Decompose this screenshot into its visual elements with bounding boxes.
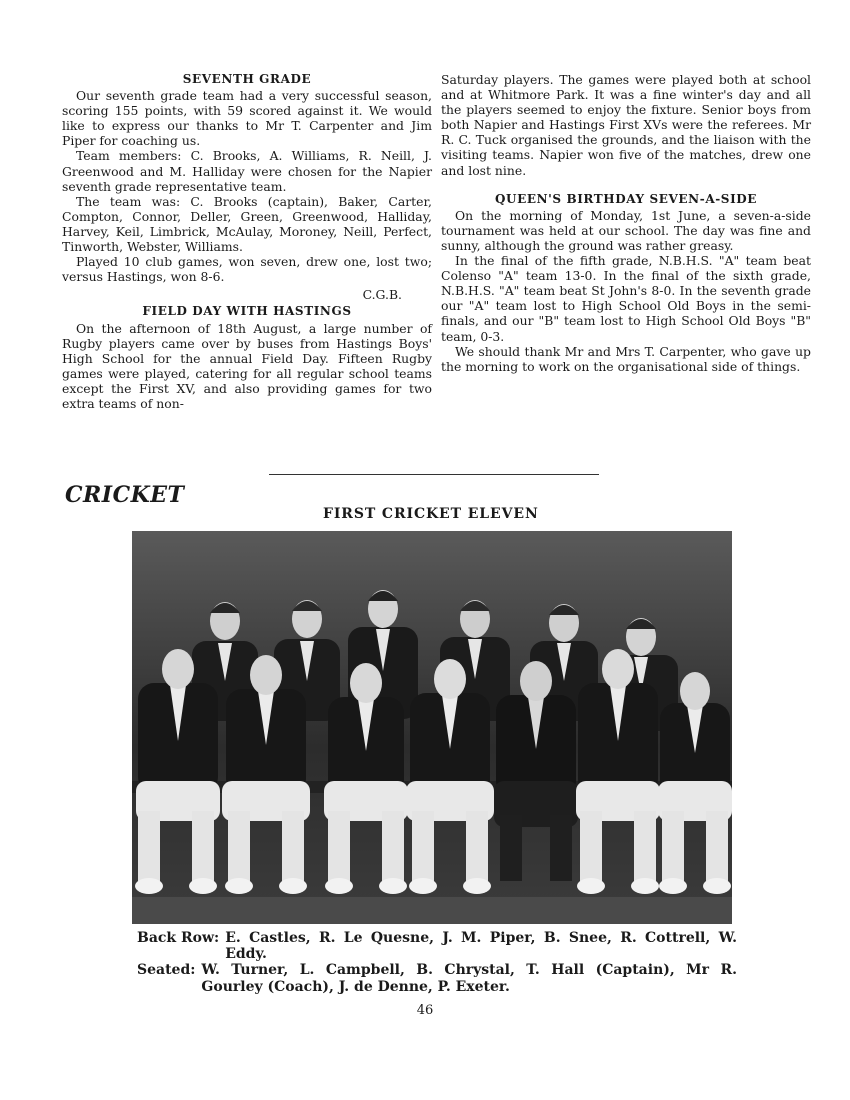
caption-seated-label: Seated:: [137, 962, 196, 979]
photo-caption: [137, 930, 737, 995]
field-day-heading: FIELD DAY WITH HASTINGS: [142, 304, 352, 319]
seventh-grade-paragraph-4: Played 10 club games, won seven, drew one, lost two; versus Hastings, won 8-6.: [62, 254, 432, 285]
caption-seated-row: [137, 962, 737, 994]
seventh-grade-paragraph-3: The team was: C. Brooks (captain), Baker, Carter, Compton, Connor, Deller, Green, Greenwood, Halliday, Harvey, Keil, Limbrick, McAulay, Moroney, Neill, Perfect, Tinworth, Webster, Williams.: [62, 193, 432, 255]
cricket-heading: CRICKET: [65, 482, 185, 508]
team-photo: [132, 531, 732, 924]
right-column: [441, 72, 811, 374]
field-day-paragraph-1: On the afternoon of 18th August, a large number of Rugby players came over by buses from Hastings Boys' High School for the annual Field Day. Fifteen Rugby games were played, catering for all regular school teams except the First XV, and also providing games for two extra teams of non-: [62, 320, 432, 411]
seventh-grade-heading: SEVENTH GRADE: [182, 72, 312, 86]
seventh-grade-signature: C.G.B.: [362, 287, 402, 303]
photo-title: FIRST CRICKET ELEVEN: [323, 506, 539, 522]
field-day-continuation: Saturday players. The games were played both at school and at Whitmore Park. It was a fine winter's day and all the players seemed to enjoy the fixture. Senior boys from both Napier and Hastings First XVs were the referees. Mr R. C. Tuck organised the grounds, and the liaison with the visiting teams. Napier won five of the matches, drew one and lost nine.: [441, 72, 811, 178]
seventh-grade-paragraph-2: Team members: C. Brooks, A. Williams, R. Neill, J. Greenwood and M. Halliday were chosen for the Napier seventh grade representative team.: [62, 148, 432, 194]
caption-back-row-names: E. Castles, R. Le Quesne, J. M. Piper, B. Snee, R. Cottrell, W. Eddy.: [225, 930, 737, 963]
caption-back-row: [137, 930, 737, 962]
caption-back-row-label: Back Row:: [137, 930, 220, 946]
caption-seated-names: W. Turner, L. Campbell, B. Chrystal, T. Hall (Captain), Mr R. Gourley (Coach), J. de Denne, P. Exeter.: [201, 962, 737, 995]
seventh-grade-paragraph-1: Our seventh grade team had a very successful season, scoring 155 points, with 59 scored against it. We would like to express our thanks to Mr T. Carpenter and Jim Piper for coaching us.: [62, 88, 432, 149]
queens-birthday-heading: QUEEN'S BIRTHDAY SEVEN-A-SIDE: [494, 191, 758, 206]
queens-birthday-paragraph-3: We should thank Mr and Mrs T. Carpenter, who gave up the morning to work on the organisational side of things.: [441, 343, 811, 374]
page-number: 46: [416, 1003, 434, 1018]
team-photo-illustration: [132, 531, 732, 924]
section-divider: [269, 474, 599, 475]
left-column: [62, 72, 432, 411]
queens-birthday-paragraph-2: In the final of the fifth grade, N.B.H.S. "A" team beat Colenso "A" team 13-0. In the final of the sixth grade, N.B.H.S. "A" team beat St John's 8-0. In the seventh grade our "A" team lost to High School Old Boys in the semi-finals, and our "B" team lost to High School Old Boys "B" team, 0-3.: [441, 253, 811, 344]
queens-birthday-paragraph-1: On the morning of Monday, 1st June, a seven-a-side tournament was held at our school. The day was fine and sunny, although the ground was rather greasy.: [441, 207, 811, 253]
